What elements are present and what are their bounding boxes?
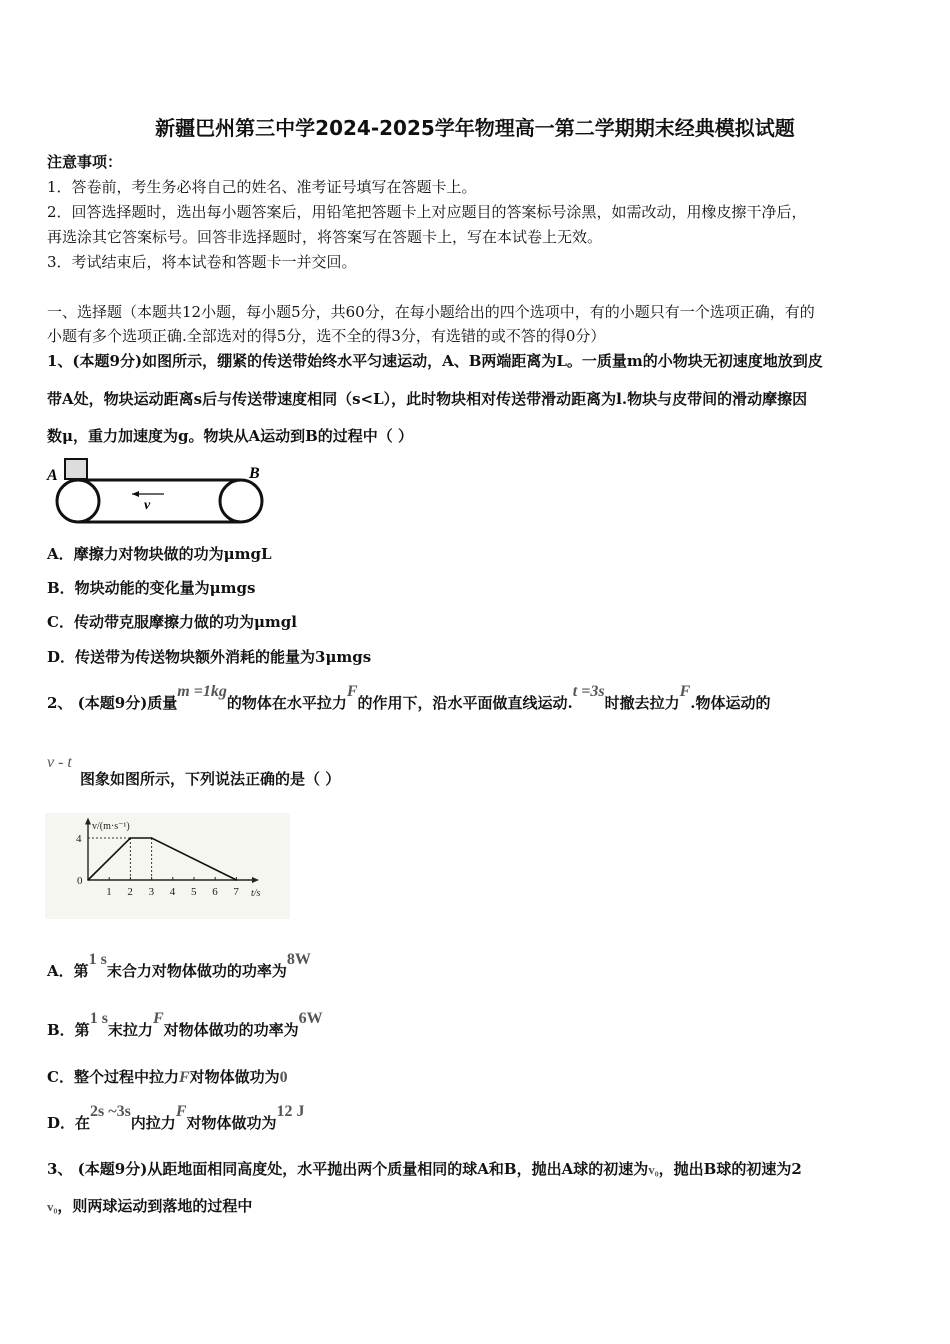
x-tick-label: 1 [106, 886, 112, 898]
q1-option-d: D．传送带为传送物块额外消耗的能量为3μmgs [47, 648, 372, 666]
data-point [151, 837, 153, 839]
data-point [236, 879, 238, 881]
x-tick-label: 2 [127, 886, 133, 898]
x-tick-label: 7 [233, 886, 239, 898]
q1-option-c: C．传动带克服摩擦力做的功为μmgl [47, 613, 297, 631]
page-title: 新疆巴州第三中学2024-2025学年物理高一第二学期期末经典模拟试题 [155, 116, 795, 140]
label-a: A [47, 467, 58, 484]
x-axis-label: t/s [251, 888, 261, 899]
q2-stem: 2、 (本题9分)质量m =1kg的物体在水平拉力F的作用下，沿水平面做直线运动.t =3s时撤去拉力F.物体运动的 [47, 683, 771, 712]
q1-option-b: B．物块动能的变化量为μmgs [47, 579, 256, 597]
q2-stem-cont: 图象如图所示，下列说法正确的是（ ） [80, 770, 341, 788]
section-heading-cont: 小题有多个选项正确.全部选对的得5分，选不全的得3分，有选错的或不答的得0分） [47, 327, 606, 345]
q1-stem: 带A处，物块运动距离s后与传送带速度相同（s<L），此时物块相对传送带滑动距离为l.物块与皮带间的滑动摩擦因 [47, 390, 808, 408]
q1-stem: 数μ，重力加速度为g。物块从A运动到B的过程中（ ） [47, 427, 414, 445]
q1-option-a: A．摩擦力对物块做的功为μmgL [47, 545, 272, 563]
q3-stem-cont: v₀，则两球运动到落地的过程中 [47, 1197, 253, 1215]
q2-option-d: D．在2s ~3s内拉力F对物体做功为12 J [47, 1103, 305, 1132]
data-point [87, 879, 89, 881]
x-tick-label: 0 [77, 875, 83, 887]
q3-stem: 3、 (本题9分)从距地面相同高度处，水平抛出两个质量相同的球A和B，抛出A球的初速为v₀，抛出B球的初速为2 [47, 1160, 802, 1178]
q1-stem: 1、(本题9分)如图所示，绷紧的传送带始终水平匀速运动，A、B两端距离为L。一质量m的小物块无初速度地放到皮 [47, 352, 823, 370]
data-point [130, 837, 132, 839]
section-heading: 一、选择题（本题共12小题，每小题5分，共60分，在每小题给出的四个选项中，有的小题只有一个选项正确，有的 [47, 303, 815, 321]
notice-item: 2．回答选择题时，选出每小题答案后，用铅笔把答题卡上对应题目的答案标号涂黑，如需改动，用橡皮擦干净后， [47, 203, 807, 221]
notice-item: 1．答卷前，考生务必将自己的姓名、准考证号填写在答题卡上。 [47, 178, 477, 196]
q2-option-b: B．第1 s末拉力F对物体做功的功率为6W [47, 1010, 323, 1039]
q2-option-a: A．第1 s末合力对物体做功的功率为8W [47, 951, 311, 980]
mass-value: m =1kg [177, 683, 227, 700]
vt-label: v - t [47, 754, 72, 771]
x-tick-label: 6 [212, 886, 218, 898]
notice-heading: 注意事项： [47, 153, 123, 171]
label-b: B [249, 465, 260, 482]
x-tick-label: 3 [148, 886, 155, 898]
time-value: t =3s [572, 683, 605, 700]
x-tick-label: 5 [191, 886, 197, 898]
q2-option-c: C．整个过程中拉力F对物体做功为0 [47, 1068, 288, 1086]
vt-graph [45, 813, 290, 919]
y-tick-label: 4 [76, 833, 82, 845]
block [65, 459, 87, 479]
y-axis-label: v/(m·s⁻¹) [92, 821, 130, 832]
conveyor-belt-figure [44, 456, 270, 532]
x-tick-label: 4 [169, 886, 176, 898]
notice-item: 再选涂其它答案标号。回答非选择题时，将答案写在答题卡上，写在本试卷上无效。 [47, 228, 603, 246]
label-v: v [144, 498, 151, 513]
notice-item: 3．考试结束后，将本试卷和答题卡一并交回。 [47, 253, 357, 271]
